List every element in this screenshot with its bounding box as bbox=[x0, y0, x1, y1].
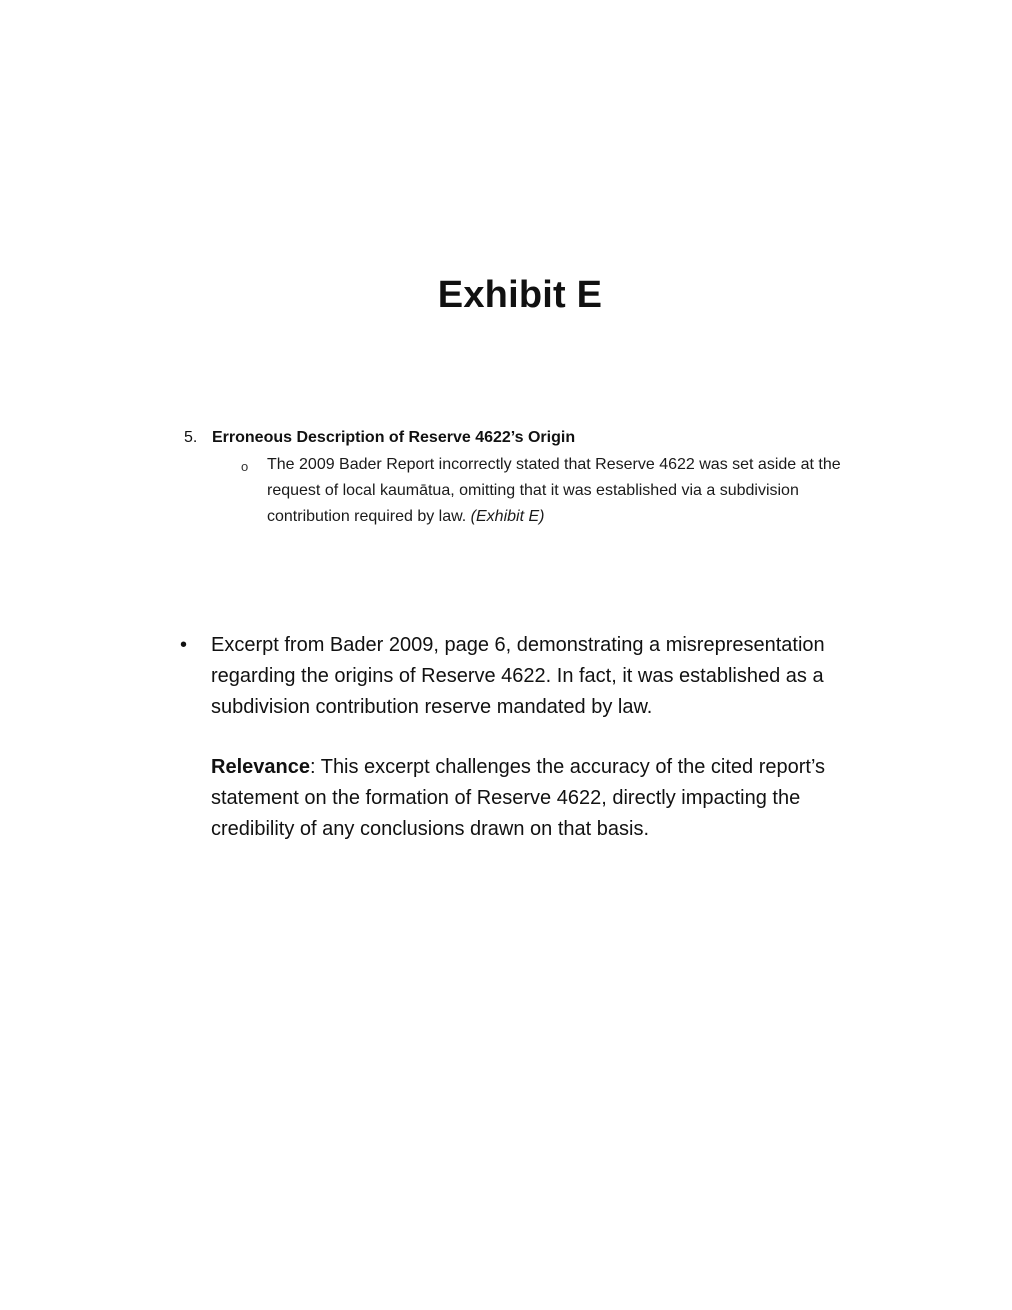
excerpt-text: Excerpt from Bader 2009, page 6, demonstrating a misrepresentation regarding the origins of Reserve 4622. In fact, it was established as a subdivision contribution reserve mandated by law. bbox=[211, 634, 825, 718]
exhibit-citation: (Exhibit E) bbox=[470, 508, 545, 525]
bullet-icon: • bbox=[180, 634, 188, 656]
relevance-paragraph bbox=[211, 752, 871, 845]
item-number: 5. bbox=[184, 429, 198, 446]
relevance-label: Relevance bbox=[211, 756, 310, 778]
sub-bullet-icon: o bbox=[241, 459, 249, 474]
page-title: Exhibit E bbox=[437, 274, 603, 316]
sub-bullet-text bbox=[267, 452, 867, 530]
sub-bullet-body: The 2009 Bader Report incorrectly stated that Reserve 4622 was set aside at the request of local kaumātua, omitting that it was established via a subdivision contribution required by law. bbox=[267, 456, 841, 525]
relevance-text: : This excerpt challenges the accuracy of the cited report’s statement on the formation of Reserve 4622, directly impacting the credibility of any conclusions drawn on that basis. bbox=[211, 756, 826, 840]
item-heading: Erroneous Description of Reserve 4622’s Origin bbox=[212, 429, 576, 446]
